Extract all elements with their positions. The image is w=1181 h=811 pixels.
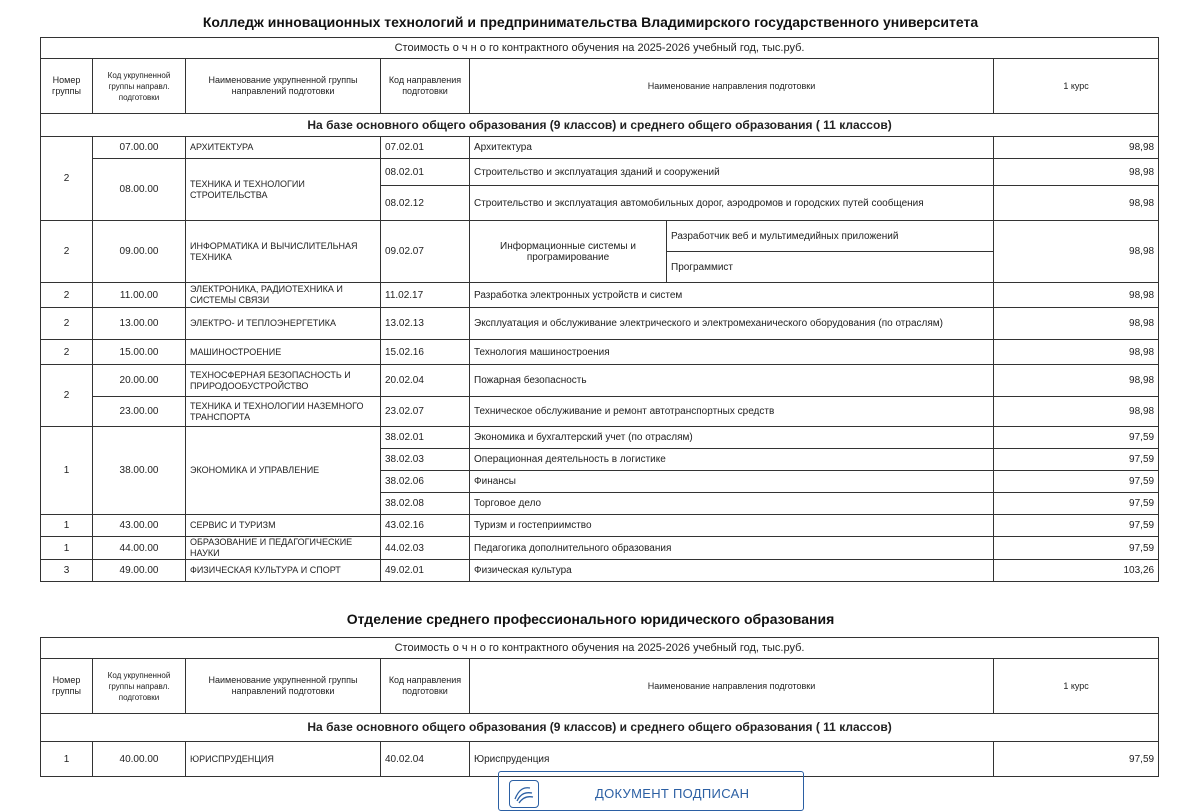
table-caption: Стоимость о ч н о го контрактного обучения на 2025-2026 учебный год, тыс.руб. [41, 638, 1159, 659]
section-title: На базе основного общего образования (9 классов) и среднего общего образования ( 11 классов) [41, 714, 1159, 742]
direction-name: Физическая культура [470, 560, 994, 582]
fee-value: 97,59 [994, 427, 1159, 449]
group-code: 49.00.00 [93, 560, 186, 582]
department-title: Отделение среднего профессионального юридического образования [346, 611, 835, 627]
specialization: Разработчик веб и мультимедийных приложений [667, 221, 994, 252]
direction-code: 15.02.16 [381, 340, 470, 365]
stamp-label: ДОКУМЕНТ ПОДПИСАН [595, 786, 750, 801]
group-name: АРХИТЕКТУРА [186, 137, 381, 159]
direction-name: Педагогика дополнительного образования [470, 537, 994, 560]
fee-value: 98,98 [994, 159, 1159, 186]
fee-value: 97,59 [994, 471, 1159, 493]
fee-value: 98,98 [994, 308, 1159, 340]
fee-value: 97,59 [994, 449, 1159, 471]
tuition-table-college [40, 37, 1159, 582]
group-name: ТЕХНОСФЕРНАЯ БЕЗОПАСНОСТЬ И ПРИРОДООБУСТРОЙСТВО [186, 365, 381, 397]
group-code: 13.00.00 [93, 308, 186, 340]
group-code: 15.00.00 [93, 340, 186, 365]
table-row [41, 308, 1159, 340]
header-group-name: Наименование укрупненной группы направлений подготовки [186, 59, 381, 114]
group-name: ТЕХНИКА И ТЕХНОЛОГИИ СТРОИТЕЛЬСТВА [186, 159, 381, 221]
direction-code: 43.02.16 [381, 515, 470, 537]
table-row [41, 537, 1159, 560]
direction-code: 49.02.01 [381, 560, 470, 582]
fee-value: 98,98 [994, 137, 1159, 159]
table-row [41, 283, 1159, 308]
direction-name: Туризм и гостеприимство [470, 515, 994, 537]
direction-code: 23.02.07 [381, 397, 470, 427]
header-group-name: Наименование укрупненной группы направлений подготовки [186, 659, 381, 714]
group-name: ТЕХНИКА И ТЕХНОЛОГИИ НАЗЕМНОГО ТРАНСПОРТА [186, 397, 381, 427]
table-row [41, 340, 1159, 365]
direction-name: Экономика и бухгалтерский учет (по отраслям) [470, 427, 994, 449]
header-dir-code: Код направления подготовки [381, 59, 470, 114]
direction-name: Архитектура [470, 137, 994, 159]
group-code: 43.00.00 [93, 515, 186, 537]
group-code: 07.00.00 [93, 137, 186, 159]
direction-name: Технология машиностроения [470, 340, 994, 365]
direction-name: Эксплуатация и обслуживание электрического и электромеханического оборудования (по отраслям) [470, 308, 994, 340]
tuition-table-law [40, 637, 1159, 777]
direction-code: 20.02.04 [381, 365, 470, 397]
signature-stamp [498, 771, 804, 811]
table-caption: Стоимость о ч н о го контрактного обучения на 2025-2026 учебный год, тыс.руб. [41, 38, 1159, 59]
fee-value: 97,59 [994, 515, 1159, 537]
group-code: 08.00.00 [93, 159, 186, 221]
signature-seal-icon [509, 780, 539, 808]
table-row [41, 221, 1159, 252]
group-code: 09.00.00 [93, 221, 186, 283]
direction-code: 38.02.06 [381, 471, 470, 493]
direction-name: Строительство и эксплуатация автомобильных дорог, аэродромов и городских путей сообщения [470, 186, 994, 221]
group-name: СЕРВИС И ТУРИЗМ [186, 515, 381, 537]
table-row [41, 365, 1159, 397]
group-name: ФИЗИЧЕСКАЯ КУЛЬТУРА И СПОРТ [186, 560, 381, 582]
group-number: 3 [41, 560, 93, 582]
fee-value: 98,98 [994, 397, 1159, 427]
table-row [41, 515, 1159, 537]
group-name: ЮРИСПРУДЕНЦИЯ [186, 742, 381, 777]
section-title: На базе основного общего образования (9 классов) и среднего общего образования ( 11 классов) [41, 114, 1159, 137]
group-number: 2 [41, 365, 93, 427]
direction-code: 38.02.01 [381, 427, 470, 449]
fee-value: 97,59 [994, 742, 1159, 777]
group-number: 1 [41, 537, 93, 560]
table-row [41, 427, 1159, 449]
group-number: 2 [41, 283, 93, 308]
direction-code: 38.02.08 [381, 493, 470, 515]
group-code: 23.00.00 [93, 397, 186, 427]
header-group-code: Код укрупненной группы направл. подготовки [93, 59, 186, 114]
header-group-code: Код укрупненной группы направл. подготовки [93, 659, 186, 714]
header-dir-code: Код направления подготовки [381, 659, 470, 714]
direction-code: 08.02.01 [381, 159, 470, 186]
group-number: 1 [41, 515, 93, 537]
header-group-no: Номер группы [41, 659, 93, 714]
group-name: ИНФОРМАТИКА И ВЫЧИСЛИТЕЛЬНАЯ ТЕХНИКА [186, 221, 381, 283]
fee-value: 98,98 [994, 221, 1159, 283]
direction-name: Юриспруденция [470, 742, 994, 777]
group-number: 2 [41, 137, 93, 221]
fee-value: 98,98 [994, 340, 1159, 365]
direction-name: Операционная деятельность в логистике [470, 449, 994, 471]
fee-value: 98,98 [994, 283, 1159, 308]
direction-name: Техническое обслуживание и ремонт автотранспортных средств [470, 397, 994, 427]
fee-value: 97,59 [994, 493, 1159, 515]
direction-name: Торговое дело [470, 493, 994, 515]
group-name: ОБРАЗОВАНИЕ И ПЕДАГОГИЧЕСКИЕ НАУКИ [186, 537, 381, 560]
table-row [41, 159, 1159, 186]
header-dir-name: Наименование направления подготовки [470, 59, 994, 114]
direction-code: 38.02.03 [381, 449, 470, 471]
direction-name: Строительство и эксплуатация зданий и сооружений [470, 159, 994, 186]
direction-code: 40.02.04 [381, 742, 470, 777]
header-row [41, 59, 1159, 114]
direction-code: 09.02.07 [381, 221, 470, 283]
fee-value: 97,59 [994, 537, 1159, 560]
group-code: 38.00.00 [93, 427, 186, 515]
group-name: ЭКОНОМИКА И УПРАВЛЕНИЕ [186, 427, 381, 515]
table-row [41, 560, 1159, 582]
group-number: 2 [41, 340, 93, 365]
group-code: 44.00.00 [93, 537, 186, 560]
header-row [41, 659, 1159, 714]
group-name: ЭЛЕКТРОНИКА, РАДИОТЕХНИКА И СИСТЕМЫ СВЯЗИ [186, 283, 381, 308]
direction-name: Разработка электронных устройств и систем [470, 283, 994, 308]
group-name: МАШИНОСТРОЕНИЕ [186, 340, 381, 365]
group-code: 40.00.00 [93, 742, 186, 777]
group-number: 2 [41, 308, 93, 340]
header-group-no: Номер группы [41, 59, 93, 114]
header-dir-name: Наименование направления подготовки [470, 659, 994, 714]
direction-code: 13.02.13 [381, 308, 470, 340]
group-number: 2 [41, 221, 93, 283]
group-code: 11.00.00 [93, 283, 186, 308]
fee-value: 98,98 [994, 365, 1159, 397]
group-code: 20.00.00 [93, 365, 186, 397]
group-number: 1 [41, 742, 93, 777]
fee-value: 98,98 [994, 186, 1159, 221]
direction-code: 07.02.01 [381, 137, 470, 159]
direction-code: 44.02.03 [381, 537, 470, 560]
fee-value: 103,26 [994, 560, 1159, 582]
header-course: 1 курс [994, 659, 1159, 714]
college-title: Колледж инновационных технологий и предпринимательства Владимирского государственного университета [202, 14, 979, 30]
header-course: 1 курс [994, 59, 1159, 114]
group-number: 1 [41, 427, 93, 515]
table-row [41, 397, 1159, 427]
direction-code: 08.02.12 [381, 186, 470, 221]
direction-name: Пожарная безопасность [470, 365, 994, 397]
direction-name: Финансы [470, 471, 994, 493]
specialization: Программист [667, 252, 994, 283]
direction-code: 11.02.17 [381, 283, 470, 308]
table-row [41, 137, 1159, 159]
group-name: ЭЛЕКТРО- И ТЕПЛОЭНЕРГЕТИКА [186, 308, 381, 340]
direction-name: Информационные системы и програмирование [470, 221, 667, 283]
